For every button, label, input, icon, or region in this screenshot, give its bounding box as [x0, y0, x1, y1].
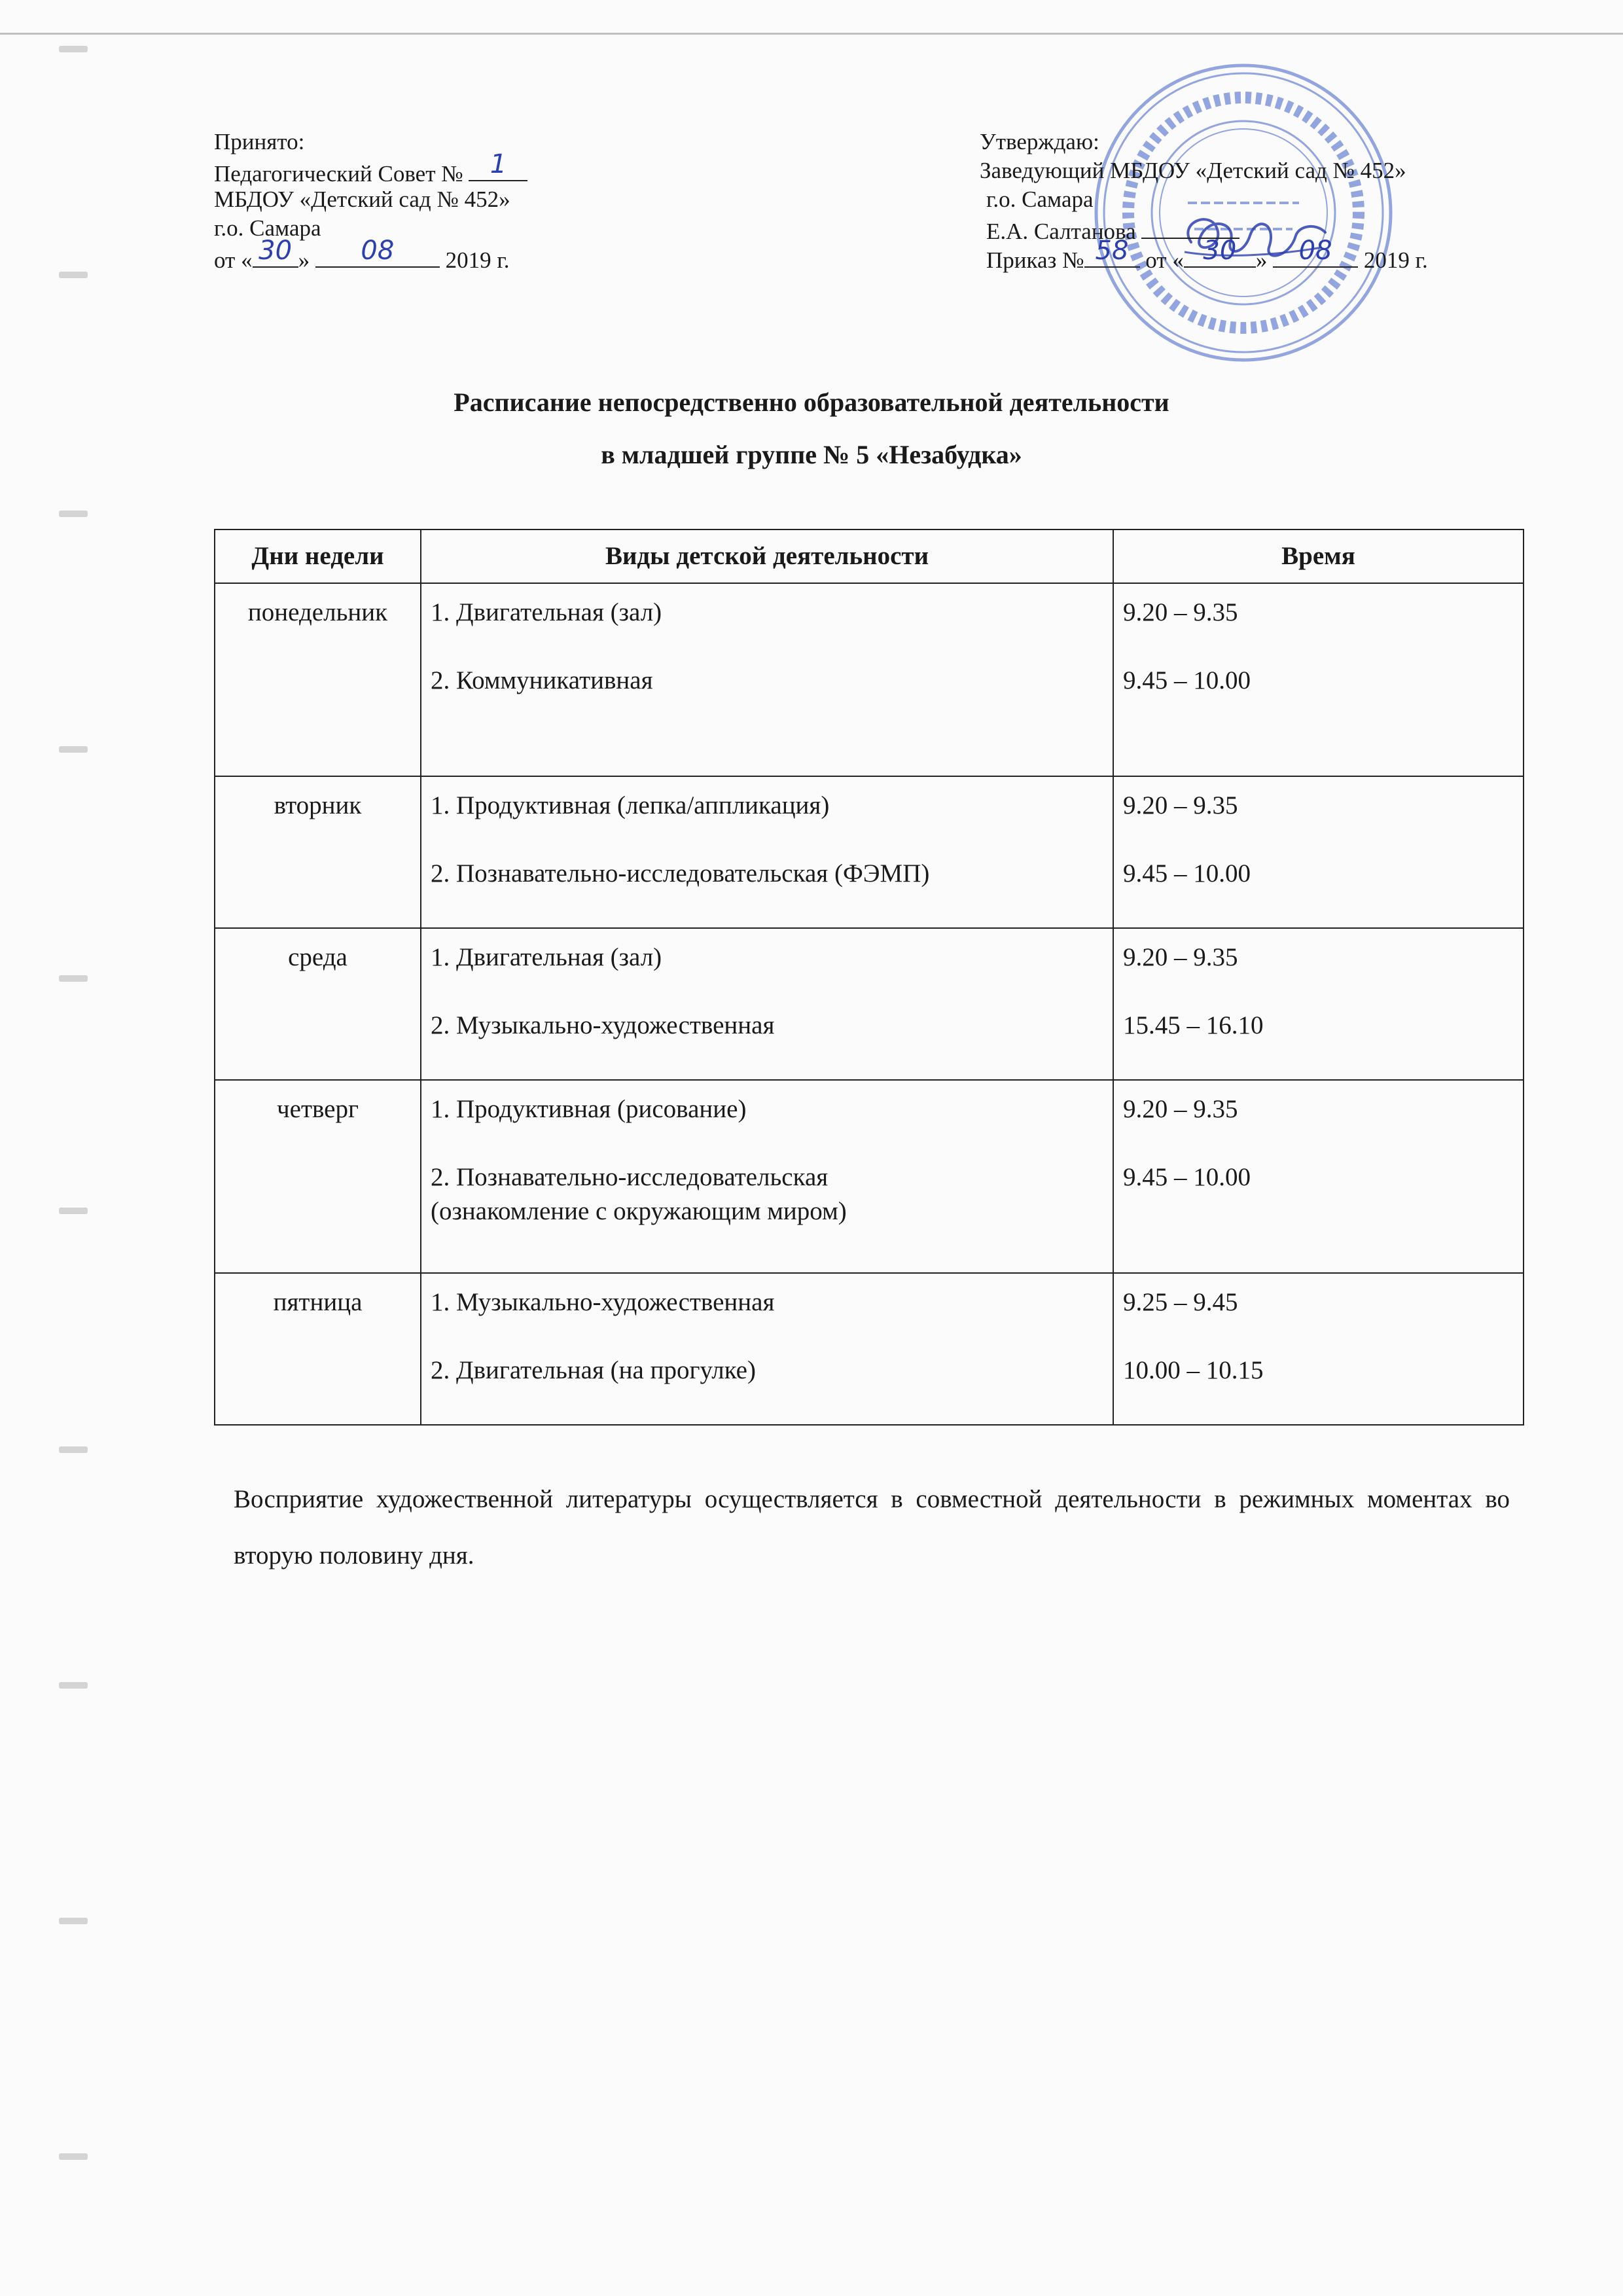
- activity-1: 1. Двигательная (зал): [431, 598, 662, 626]
- table-row: [215, 1273, 1524, 1425]
- header-activities: Виды детской деятельности: [421, 529, 1113, 583]
- council-number: 1: [490, 149, 507, 179]
- time-2: 10.00 – 10.15: [1123, 1356, 1264, 1384]
- activity-2: 2. Познавательно-исследовательская: [431, 1163, 829, 1191]
- day-cell: четверг: [215, 1080, 421, 1273]
- order-date-day-field: [1184, 236, 1256, 268]
- council-number-field: [469, 149, 527, 181]
- right-city: г.о. Самара: [986, 187, 1094, 212]
- order-number-field: [1084, 236, 1140, 268]
- accepted-block: [214, 128, 527, 272]
- time-2: 15.45 – 16.10: [1123, 1011, 1264, 1039]
- date-day-field: [253, 236, 298, 268]
- date-suffix: 2019 г.: [445, 247, 510, 273]
- header-days: Дни недели: [215, 529, 421, 583]
- order-date-day: 30: [1203, 236, 1237, 266]
- activity-1: 1. Продуктивная (рисование): [431, 1095, 747, 1123]
- date-mid: »: [298, 247, 310, 273]
- time-cell: [1113, 1080, 1524, 1273]
- date-month: 08: [361, 236, 395, 266]
- time-2: 9.45 – 10.00: [1123, 666, 1251, 694]
- scan-speck: [59, 1446, 88, 1453]
- time-1: 9.20 – 9.35: [1123, 791, 1238, 819]
- time-cell: [1113, 928, 1524, 1080]
- left-org: МБДОУ «Детский сад № 452»: [214, 187, 510, 212]
- time-1: 9.25 – 9.45: [1123, 1288, 1238, 1316]
- scan-speck: [59, 46, 88, 52]
- scan-speck: [59, 975, 88, 982]
- document-subtitle: в младшей группе № 5 «Незабудка»: [601, 440, 1022, 469]
- left-date-line: [214, 236, 527, 273]
- activity-2-cont: (ознакомление с окружающим миром): [431, 1197, 847, 1225]
- day-cell: понедельник: [215, 583, 421, 776]
- time-2: 9.45 – 10.00: [1123, 859, 1251, 888]
- scan-speck: [59, 1918, 88, 1924]
- scan-speck: [59, 511, 88, 517]
- activity-1: 1. Двигательная (зал): [431, 943, 662, 971]
- order-date-prefix: от «: [1145, 247, 1184, 273]
- scan-speck: [59, 1208, 88, 1214]
- order-date-suffix: 2019 г.: [1363, 247, 1428, 273]
- time-1: 9.20 – 9.35: [1123, 1095, 1238, 1123]
- time-1: 9.20 – 9.35: [1123, 943, 1238, 971]
- table-row: [215, 776, 1524, 928]
- activity-2: 2. Двигательная (на прогулке): [431, 1356, 756, 1384]
- activities-cell: [421, 1273, 1113, 1425]
- head-name: Е.А. Салтанова: [986, 219, 1136, 244]
- order-label: Приказ №: [986, 247, 1084, 273]
- scan-speck: [59, 746, 88, 753]
- document-title: Расписание непосредственно образовательной деятельности: [454, 387, 1169, 417]
- order-date-mid: »: [1255, 247, 1268, 273]
- head-title: Заведующий МБДОУ «Детский сад № 452»: [980, 158, 1406, 183]
- activity-2: 2. Познавательно-исследовательская (ФЭМП): [431, 859, 930, 888]
- table-row: [215, 928, 1524, 1080]
- time-cell: [1113, 1273, 1524, 1425]
- scan-speck: [59, 272, 88, 278]
- day-cell: пятница: [215, 1273, 421, 1425]
- activity-2: 2. Музыкально-художественная: [431, 1011, 775, 1039]
- table-header-row: [215, 529, 1524, 583]
- day-cell: среда: [215, 928, 421, 1080]
- activity-2: 2. Коммуникативная: [431, 666, 653, 694]
- scan-speck: [59, 1682, 88, 1689]
- date-month-field: [315, 236, 440, 268]
- activity-1: 1. Продуктивная (лепка/аппликация): [431, 791, 830, 819]
- day-cell: вторник: [215, 776, 421, 928]
- time-cell: [1113, 583, 1524, 776]
- header-time: Время: [1113, 529, 1524, 583]
- activity-1: 1. Музыкально-художественная: [431, 1288, 775, 1316]
- table-row: [215, 1080, 1524, 1273]
- approve-label: Утверждаю:: [980, 129, 1099, 154]
- date-prefix: от «: [214, 247, 253, 273]
- time-2: 9.45 – 10.00: [1123, 1163, 1251, 1191]
- activities-cell: [421, 776, 1113, 928]
- table-row: [215, 583, 1524, 776]
- council-line: [214, 149, 527, 187]
- order-line: [980, 236, 1428, 273]
- schedule-table: [214, 529, 1524, 1426]
- activities-cell: [421, 583, 1113, 776]
- activities-cell: [421, 1080, 1113, 1273]
- order-date-month: 08: [1298, 236, 1332, 266]
- scan-edge-line: [0, 33, 1623, 35]
- approve-block: [980, 128, 1428, 272]
- time-cell: [1113, 776, 1524, 928]
- accepted-label: Принято:: [214, 129, 305, 154]
- note-paragraph: Восприятие художественной литературы осуществляется в совместной деятельности в режимных моментах во вторую половину дня.: [234, 1485, 1510, 1570]
- left-city: г.о. Самара: [214, 215, 321, 241]
- scan-speck: [59, 2153, 88, 2160]
- time-1: 9.20 – 9.35: [1123, 598, 1238, 626]
- date-day: 30: [259, 236, 293, 266]
- council-label: Педагогический Совет №: [214, 161, 463, 187]
- activities-cell: [421, 928, 1113, 1080]
- order-date-month-field: [1273, 236, 1358, 268]
- order-number: 58: [1095, 236, 1129, 266]
